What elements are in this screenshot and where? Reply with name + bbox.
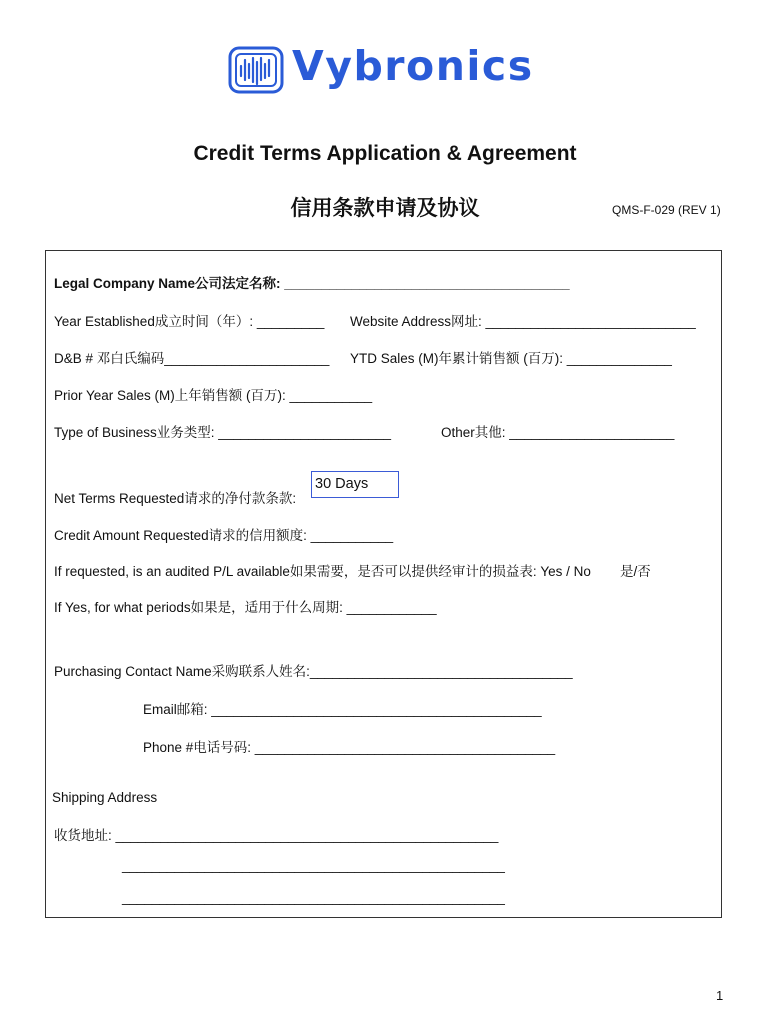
shipping-address-line1[interactable]: 收货地址: ___________________________________________________ — [54, 828, 499, 843]
other-field[interactable]: Other其他: ______________________ — [441, 425, 675, 440]
shipping-address-line3[interactable]: ___________________________________________________ — [122, 890, 505, 905]
purchasing-contact-field[interactable]: Purchasing Contact Name采购联系人姓名:___________________________________ — [54, 664, 573, 679]
prior-year-sales-field[interactable]: Prior Year Sales (M)上年销售额 (百万): ___________ — [54, 388, 373, 403]
legal-company-name-field[interactable]: Legal Company Name公司法定名称: ______________________________________ — [54, 276, 570, 291]
ytd-sales-field[interactable]: YTD Sales (M)年累计销售额 (百万): ______________ — [350, 351, 672, 366]
audited-pl-field[interactable]: If requested, is an audited P/L available如果需要，是否可以提供经审计的损益表: Yes / No — [54, 564, 591, 579]
phone-field[interactable]: Phone #电话号码: ________________________________________ — [143, 740, 556, 755]
shipping-address-label: Shipping Address — [52, 790, 158, 805]
year-established-field[interactable]: Year Established成立时间（年）: _________ — [54, 314, 325, 329]
credit-amount-field[interactable]: Credit Amount Requested请求的信用额度: ___________ — [54, 528, 394, 543]
page-number: 1 — [716, 988, 724, 1003]
dnb-number-field[interactable]: D&B # 邓白氏编码______________________ — [54, 351, 330, 366]
shipping-address-line2[interactable]: ___________________________________________________ — [122, 858, 505, 873]
website-address-field[interactable]: Website Address网址: ____________________________ — [350, 314, 696, 329]
email-field[interactable]: Email邮箱: ____________________________________________ — [143, 702, 542, 717]
logo-text: Vybronics — [292, 42, 534, 90]
page-title: Credit Terms Application & Agreement — [193, 142, 577, 165]
document-number: QMS-F-029 (REV 1) — [612, 203, 721, 217]
net-terms-label: Net Terms Requested请求的净付款条款: — [54, 491, 297, 506]
page-subtitle: 信用条款申请及协议 — [290, 197, 480, 220]
periods-field[interactable]: If Yes, for what periods如果是，适用于什么周期: ____________ — [54, 600, 437, 615]
net-terms-input[interactable]: 30 Days — [311, 471, 399, 498]
type-of-business-field[interactable]: Type of Business业务类型: _______________________ — [54, 425, 391, 440]
audited-pl-cn: 是/否 — [620, 564, 651, 579]
